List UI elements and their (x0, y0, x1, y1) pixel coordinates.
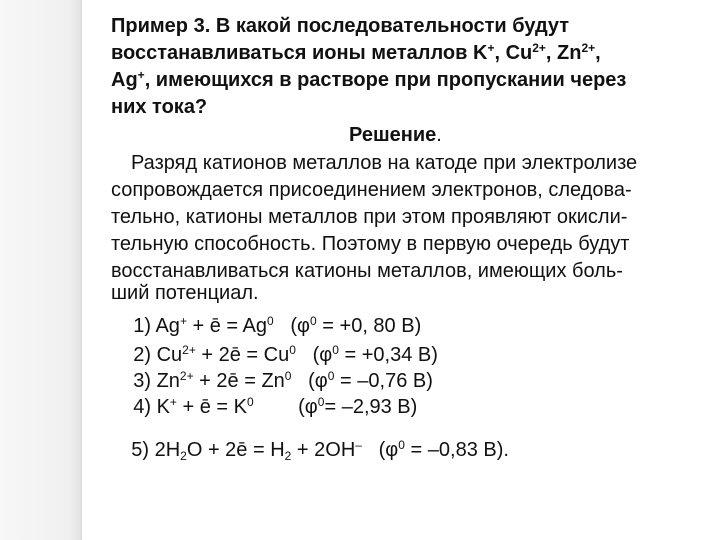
potential-superscript: 0 (317, 395, 325, 409)
problem-text: , (595, 42, 601, 64)
ion-charge: 2+ (581, 41, 596, 55)
ion-charge: + (169, 395, 177, 409)
solution-heading-period: . (436, 124, 442, 146)
ion-charge: – (355, 438, 362, 452)
potential-superscript: 0 (310, 314, 317, 328)
problem-text: , имеющихся в растворе при пропускании через (144, 69, 627, 91)
solution-paragraph-line: тельно, катионы металлов при этом проявляют окисли- (111, 206, 628, 228)
formula-subscript: 2 (284, 449, 292, 463)
formula-subscript: 2 (180, 449, 187, 463)
problem-text: , Cu (494, 42, 533, 64)
potential-value: = –2,93 В) (324, 396, 418, 418)
potential-symbol: (φ (291, 370, 328, 392)
solution-paragraph-line: ший потенциал. (111, 282, 259, 304)
reaction-text: 4) K (133, 396, 170, 418)
solution-paragraph-line: Разряд катионов металлов на катоде при электролизе (131, 152, 638, 174)
ion-charge: 0 (247, 395, 254, 409)
problem-line-3 (111, 68, 626, 92)
problem-text: Пример 3. В какой последовательности будут (111, 15, 570, 37)
solution-paragraph-line: восстанавливаться катионы металлов, имеющих боль- (111, 260, 623, 282)
solution-paragraph-line: тельную способность. Поэтому в первую очередь будут (111, 233, 630, 255)
potential-value: = +0, 80 В) (316, 315, 422, 337)
potential-symbol: (φ (273, 315, 311, 337)
potential-superscript: 0 (327, 369, 335, 383)
potential-value: = –0,83 В). (404, 439, 509, 461)
ion-charge: 0 (267, 314, 274, 328)
reaction-text: + ē = Ag (186, 315, 268, 337)
potential-superscript: 0 (398, 438, 405, 452)
ion-charge: 2+ (182, 343, 196, 357)
reaction-text: + 2OH (291, 439, 356, 461)
reaction-text: + 2ē = Cu (195, 344, 290, 366)
ion-charge: 2+ (532, 41, 546, 55)
problem-text: них тока? (111, 96, 208, 118)
ion-charge: + (487, 41, 495, 55)
reaction-text: 3) Zn (133, 370, 180, 392)
ion-charge: + (137, 68, 145, 82)
reaction-text: 5) 2H (131, 439, 181, 461)
problem-text: восстанавливаться ионы металлов K (111, 42, 488, 64)
ion-charge: + (179, 314, 187, 328)
potential-superscript: 0 (332, 343, 339, 357)
reaction-text: 2) Cu (133, 344, 183, 366)
potential-symbol: (φ (253, 396, 318, 418)
problem-text: Ag (111, 69, 138, 91)
potential-value: = +0,34 В) (338, 344, 438, 366)
reaction-text: + ē = K (176, 396, 247, 418)
potential-value: = –0,76 В) (334, 370, 433, 392)
reaction-5 (109, 414, 509, 486)
potential-symbol: (φ (295, 344, 333, 366)
solution-heading (349, 123, 442, 147)
solution-paragraph-line: сопровождается присоединением электронов, следова- (111, 179, 632, 201)
potential-symbol: (φ (361, 439, 399, 461)
reaction-text: 1) Ag (133, 315, 180, 337)
problem-line-1 (111, 14, 569, 38)
problem-text: , Zn (545, 42, 582, 64)
problem-line-4 (111, 95, 207, 119)
reaction-text: + 2ē = Zn (193, 370, 285, 392)
reaction-text: O + 2ē = H (186, 439, 285, 461)
problem-line-2 (111, 41, 601, 65)
ion-charge: 0 (289, 343, 296, 357)
ion-charge: 0 (284, 369, 292, 383)
solution-heading-text: Решение (349, 124, 437, 146)
ion-charge: 2+ (179, 369, 194, 383)
